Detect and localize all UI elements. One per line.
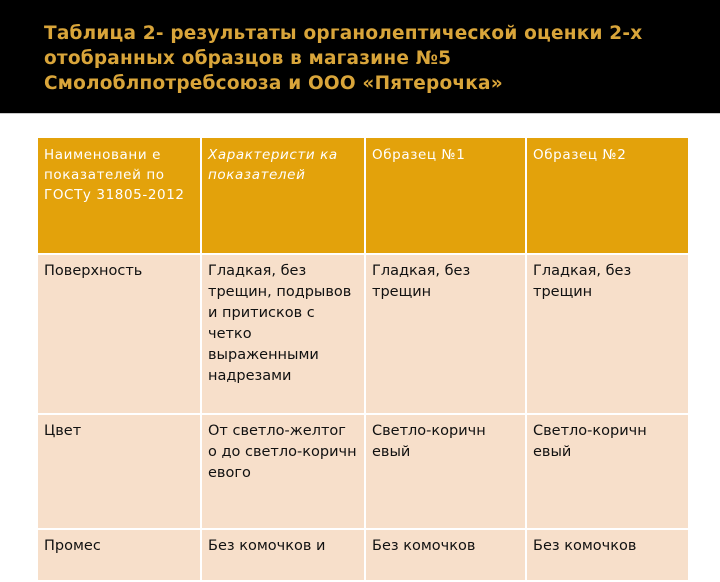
table-cell: Промес — [37, 529, 201, 581]
table-cell: Поверхность — [37, 254, 201, 414]
table-cell: Светло-коричн евый — [365, 414, 526, 529]
header-divider — [0, 113, 720, 114]
slide-header — [0, 0, 720, 113]
table-cell: Гладкая, без трещин — [365, 254, 526, 414]
header-cell-sample-1: Образец №1 — [365, 137, 526, 254]
table-cell: Без комочков и — [201, 529, 365, 581]
table-body — [37, 254, 689, 581]
table-cell: Светло-коричн евый — [526, 414, 689, 529]
table-row — [37, 529, 689, 581]
header-cell-characteristic: Характеристи ка показателей — [201, 137, 365, 254]
table-cell: Гладкая, без трещин — [526, 254, 689, 414]
table-row — [37, 414, 689, 529]
table-cell: Без комочков — [365, 529, 526, 581]
table-row — [37, 254, 689, 414]
header-cell-indicator-name: Наименовани е показателей по ГОСТу 31805-2012 — [37, 137, 201, 254]
header-cell-sample-2: Образец №2 — [526, 137, 689, 254]
table-cell: Цвет — [37, 414, 201, 529]
table-cell: От светло-желтог о до светло-коричн евого — [201, 414, 365, 529]
table-header — [37, 137, 689, 254]
table-header-row — [37, 137, 689, 254]
slide-title: Таблица 2- результаты органолептической оценки 2-х отобранных образцов в магазине №5 Смолоблпотребсоюза и ООО «Пятерочка» — [44, 23, 643, 94]
table-cell: Без комочков — [526, 529, 689, 581]
table-cell: Гладкая, без трещин, подрывов и притисков с четко выраженными надрезами — [201, 254, 365, 414]
results-table — [36, 136, 690, 582]
